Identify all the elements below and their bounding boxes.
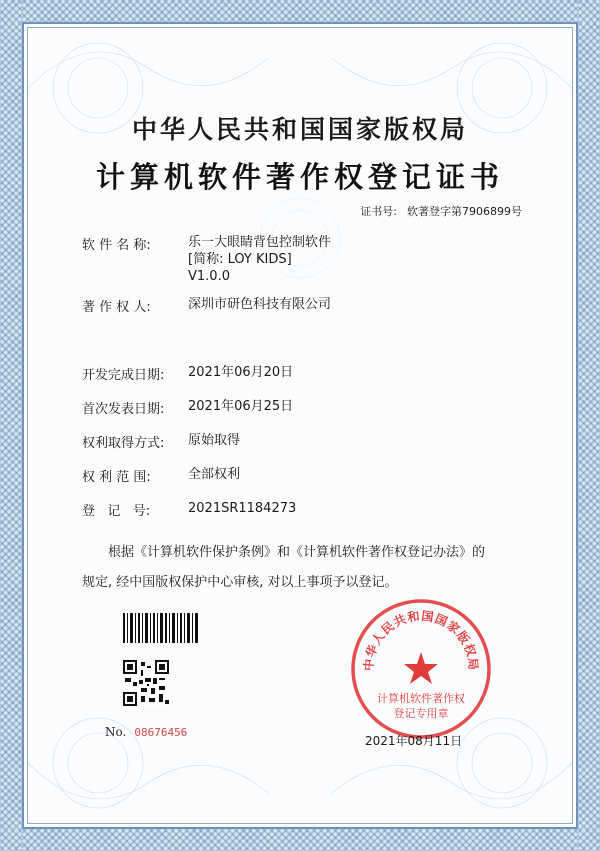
reg-no-row xyxy=(82,500,296,519)
statement-paragraph xyxy=(82,538,522,598)
software-version: V1.0.0 xyxy=(188,269,230,284)
qr-code-icon xyxy=(123,660,169,706)
certificate-title: 计算机软件著作权登记证书 xyxy=(95,160,504,194)
software-name-row xyxy=(82,234,331,285)
dev-date-value: 2021年06月20日 xyxy=(188,365,294,380)
seal-star-icon xyxy=(404,652,438,684)
serial-label: No. xyxy=(105,725,127,739)
pub-date-row xyxy=(82,398,293,417)
pub-date-value: 2021年06月25日 xyxy=(188,399,294,414)
pub-date-label: 首次发表日期: xyxy=(82,402,165,417)
seal-text-line-2: 登记专用章 xyxy=(393,707,449,720)
software-name-label: 软 件 名 称: xyxy=(82,238,151,253)
scope-value: 全部权利 xyxy=(188,467,241,482)
seal-text-line-1: 计算机软件著作权 xyxy=(377,692,465,705)
dev-date-label: 开发完成日期: xyxy=(82,368,165,383)
authority-title: 中华人民共和国国家版权局 xyxy=(131,115,468,144)
software-short-name: [简称: LOY KIDS] xyxy=(188,252,292,267)
barcode-icon xyxy=(123,613,198,643)
cert-no-value: 软著登字第7906899号 xyxy=(407,205,522,218)
reg-no-value: 2021SR1184273 xyxy=(188,501,297,516)
statement-line-2: 规定, 经中国版权保护中心审核, 对以上事项予以登记。 xyxy=(82,575,398,590)
reg-no-label: 登 记 号: xyxy=(82,504,151,519)
serial-number xyxy=(105,725,187,739)
acquire-value: 原始取得 xyxy=(188,433,241,448)
software-name: 乐一大眼睛背包控制软件 xyxy=(188,235,332,250)
owner-label: 著 作 权 人: xyxy=(82,300,151,315)
acquire-row xyxy=(82,432,240,451)
software-name-value xyxy=(188,234,331,285)
scope-row xyxy=(82,466,240,485)
owner-value: 深圳市研色科技有限公司 xyxy=(188,297,332,312)
cert-no-label: 证书号: xyxy=(360,205,397,218)
issue-date: 2021年08月11日 xyxy=(365,734,463,748)
dev-date-row xyxy=(82,364,293,383)
serial-value: 08676456 xyxy=(134,726,188,739)
owner-row xyxy=(82,296,331,315)
certificate-number xyxy=(360,203,522,219)
statement-line-1: 根据《计算机软件保护条例》和《计算机软件著作权登记办法》的 xyxy=(108,545,486,560)
seal-text-arc: 中华人民共和国国家版权局 xyxy=(361,608,481,672)
official-seal xyxy=(350,598,492,740)
scope-label: 权 利 范 围: xyxy=(82,470,151,485)
acquire-label: 权利取得方式: xyxy=(82,436,165,451)
